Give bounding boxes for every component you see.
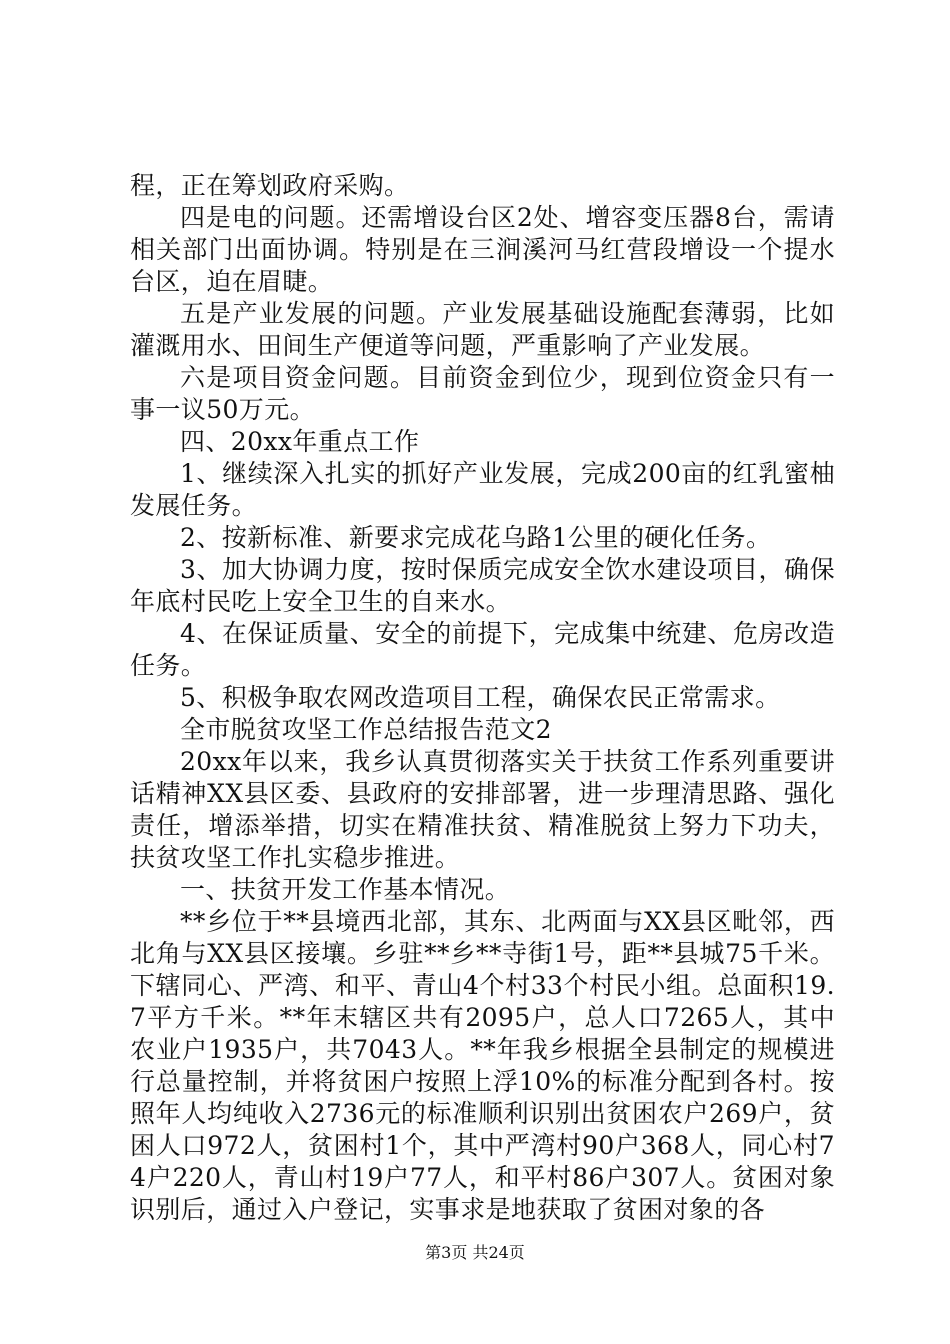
list-item: 5、积极争取农网改造项目工程，确保农民正常需求。 xyxy=(180,683,781,712)
section-heading: 四、20xx年重点工作 xyxy=(180,427,420,456)
paragraph: 五是产业发展的问题。产业发展基础设施配套薄弱，比如灌溉用水、田间生产便道等问题，严重影响了产业发展。 xyxy=(130,299,835,360)
list-item: 2、按新标准、新要求完成花乌路1公里的硬化任务。 xyxy=(180,523,772,552)
list-item: 1、继续深入扎实的抓好产业发展，完成200亩的红乳蜜柚发展任务。 xyxy=(130,459,835,520)
paragraph: 20xx年以来，我乡认真贯彻落实关于扶贫工作系列重要讲话精神XX县区委、县政府的安排部署，进一步理清思路、强化责任，增添举措，切实在精准扶贫、精准脱贫上努力下功夫，扶贫攻坚工作扎实稳步推进。 xyxy=(130,747,835,872)
list-item: 3、加大协调力度，按时保质完成安全饮水建设项目，确保年底村民吃上安全卫生的自来水。 xyxy=(130,555,835,616)
paragraph: 六是项目资金问题。目前资金到位少，现到位资金只有一事一议50万元。 xyxy=(130,363,835,424)
paragraph: 程，正在筹划政府采购。 xyxy=(130,171,410,200)
article-title: 全市脱贫攻坚工作总结报告范文2 xyxy=(180,715,552,744)
page-footer: 第3页 共24页 xyxy=(425,1243,525,1262)
document-body xyxy=(130,170,835,1226)
list-item: 4、在保证质量、安全的前提下，完成集中统建、危房改造任务。 xyxy=(130,619,835,680)
paragraph: **乡位于**县境西北部，其东、北两面与XX县区毗邻，西北角与XX县区接壤。乡驻**乡**寺街1号，距**县城75千米。下辖同心、严湾、和平、青山4个村33个村民小组。总面积19.7平方千米。**年末辖区共有2095户，总人口7265人，其中农业户1935户，共7043人。**年我乡根据全县制定的规模进行总量控制，并将贫困户按照上浮10%的标准分配到各村。按照年人均纯收入2736元的标准顺利识别出贫困农户269户，贫困人口972人，贫困村1个，其中严湾村90户368人，同心村74户220人，青山村19户77人，和平村86户307人。贫困对象识别后，通过入户登记，实事求是地获取了贫困对象的各 xyxy=(130,907,835,1224)
paragraph: 四是电的问题。还需增设台区2处、增容变压器8台，需请相关部门出面协调。特别是在三涧溪河马红营段增设一个提水台区，迫在眉睫。 xyxy=(130,203,835,296)
section-heading: 一、扶贫开发工作基本情况。 xyxy=(180,875,511,904)
